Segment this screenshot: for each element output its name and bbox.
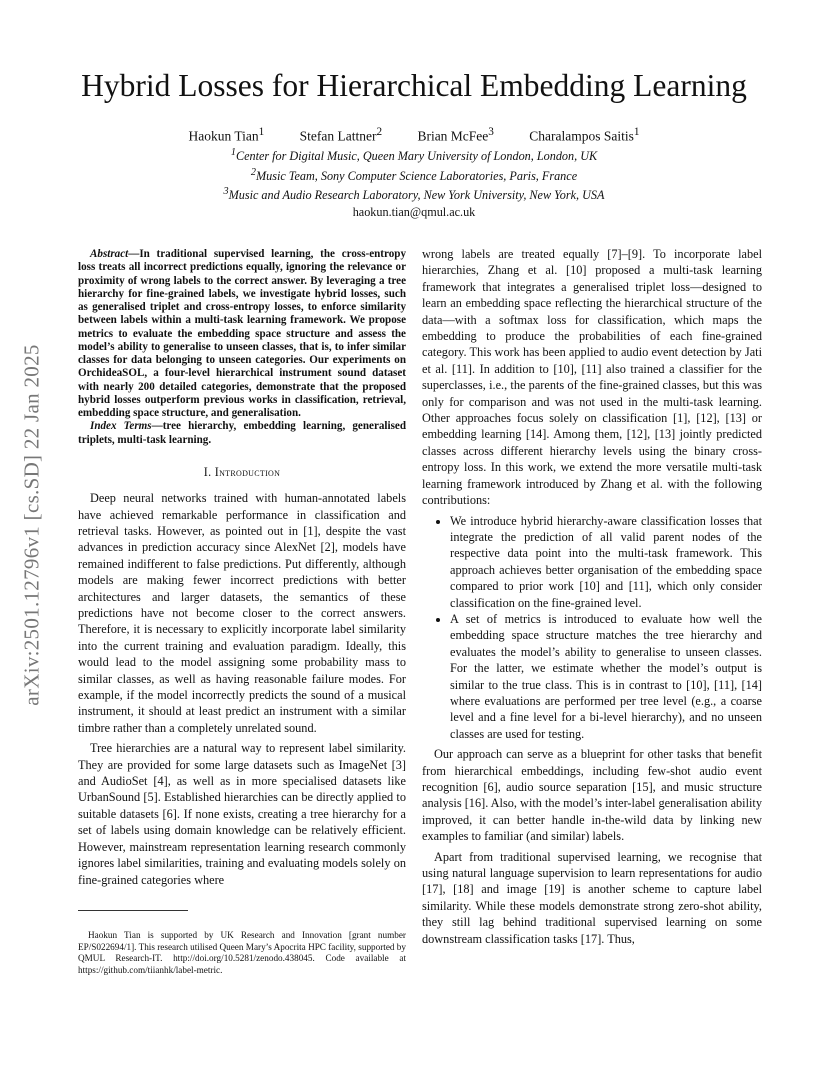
arxiv-id: arXiv:2501.12796v1 [cs.SD] 22 Jan 2025 [19,344,44,706]
arxiv-sidebar-stamp [14,290,50,760]
list-item: • We introduce hybrid hierarchy-aware classification losses that integrate the prediction of all valid parent nodes of the respective data point into the multi-task framework. This approach achieves better organisation of the embedding space compared to prior work [10] and [11], which only consider classification on the fine-grained level. [450,513,762,611]
body-paragraph: Tree hierarchies are a natural way to represent label similarity. They are provided for some large datasets such as ImageNet [3] and AudioSet [4], as well as in more specialised datasets like UrbanSound [5]. Established hierarchies can be directly applied to suitable datasets [6]. If none exists, creating a tree hierarchy for a set of labels using domain knowledge can be relatively efficient. However, mainstream representation learning research commonly ignores label similarities, training and evaluating models solely on fine-grained categories where [78,741,406,887]
affiliation: $^2$Music Team, Sony Computer Science Laboratories, Paris, France [250,166,578,183]
left-column [78,248,406,888]
abstract [78,248,406,420]
author: Brian McFee$^3$ [417,126,494,144]
footnote: Haokun Tian is supported by UK Research and Innovation [grant number EP/S022694/1]. This research utilised Queen Mary’s Apocrita HPC facility, supported by QMUL Research-IT. http://doi.org/10.5281/zenodo.438045. Code available at https://github.com/tiianhk/label-metric. [78,930,406,975]
index-terms [78,420,406,447]
index-terms-label: Index Terms [90,420,152,433]
author: Haokun Tian$^1$ [188,126,265,144]
section-heading: I. Introduction [203,464,281,479]
author-email: haokun.tian@qmul.ac.uk [352,204,476,219]
abstract-text: —In traditional supervised learning, the cross-entropy loss treats all incorrect predictions equally, ignoring the relevance or proximity of wrong labels to the correct answer. By leveraging a tree hierarchy for fine-grained labels, we investigate hybrid losses, such as generalised triplet and cross-entropy losses, to enforce similarity between labels within a multi-task learning framework. We propose metrics to evaluate the embedding space structure and assess the model’s ability to generalise to unseen classes, that is, to infer similar classes for data belonging to unseen categories. Our experiments on OrchideaSOL, a four-level hierarchical instrument sound dataset with nearly 200 detailed categories, demonstrate that the proposed hybrid losses outperform previous works in classification, retrieval, embedding space structure, and generalisation. [78,248,406,419]
affiliation: $^3$Music and Audio Research Laboratory, New York University, New York, USA [223,186,605,203]
body-paragraph: Our approach can serve as a blueprint for other tasks that benefit from hierarchical embeddings, including few-shot audio event recognition [6], audio source separation [15], and music structure analysis [16]. Also, with the model’s inter-label generalisation ability improved, it can better handle in-the-wild data by linking new examples to familiar (and similar) labels. [422,747,762,844]
body-paragraph: Deep neural networks trained with human-annotated labels have achieved remarkable performance in classification and retrieval tasks. However, as pointed out in [1], despite the vast advances in prediction accuracy since AlexNet [2], models have remained indifferent to false predictions. Put differently, although models are making fewer incorrect predictions with better architectures and larger datasets, the semantics of these predictions have not become closer to the correct answers. Therefore, it is necessary to explicitly incorporate label similarity into the current training and evaluation paradigm. Ideally, this would lead to the model assigning some probability mass to similar classes, as well as having reasonable failure modes. For example, if the model incorrectly predicts the sound of a musical instrument, it should at least predict an instrument with a similar timbre rather than a completely unrelated sound. [78,491,406,735]
right-column [422,246,762,947]
author-list [0,126,828,145]
list-item: • A set of metrics is introduced to evaluate how well the embedding space structure matches the tree hierarchy and evaluates the model’s ability to generalise to unseen classes. For the latter, we estimate whether the model’s output is similar to the true class. This is in contrast to [10], [11], [14] where evaluations are performed per tree level (e.g., a coarse level and a fine level for a bi-level hierarchy), and no unseen classes are used for testing. [450,611,762,742]
affiliations [0,145,828,220]
body-paragraph: wrong labels are treated equally [7]–[9]. To incorporate label hierarchies, Zhang et al. [10] proposed a multi-task learning framework that integrates a generalised triplet loss—designed to learn an embedding space reflecting the hierarchical structure of the data—with a softmax loss for classification, which maps the embedding to produce the probabilities of each fine-grained category. This work has been applied to audio event detection by Jati et al. [11]. In addition to [10], [11] also trained a classifier for the superclasses, i.e., the parents of the fine-grained classes, but this was only for comparison and was not used in the multi-task learning. Other approaches focus solely on classification [1], [12], [13] or embedding learning [14]. Among them, [12], [13] jointly predicted classes across different hierarchy levels using the binary cross-entropy loss. In this work, we extend the more versatile multi-task learning framework introduced by Zhang et al. with the following contributions: [422,247,762,508]
body-paragraph: Apart from traditional supervised learning, we recognise that using natural language supervision to learn representations for audio [17], [18] and image [19] is another scheme to capture label similarity. While these models demonstrate strong zero-shot ability, they still lag behind traditional supervised learning on some downstream classification tasks [17]. Thus, [422,849,762,946]
abstract-label: Abstract [90,248,129,260]
contribution-list [422,513,762,743]
affiliation: $^1$Center for Digital Music, Queen Mary University of London, London, UK [230,147,598,164]
index-terms-text: —tree hierarchy, embedding learning, generalised triplets, multi-task learning. [78,420,406,446]
paper-title: Hybrid Losses for Hierarchical Embedding Learning [81,68,747,103]
footnote-divider [78,910,188,911]
author: Stefan Lattner$^2$ [299,126,383,144]
author: Charalampos Saitis$^1$ [529,126,640,144]
